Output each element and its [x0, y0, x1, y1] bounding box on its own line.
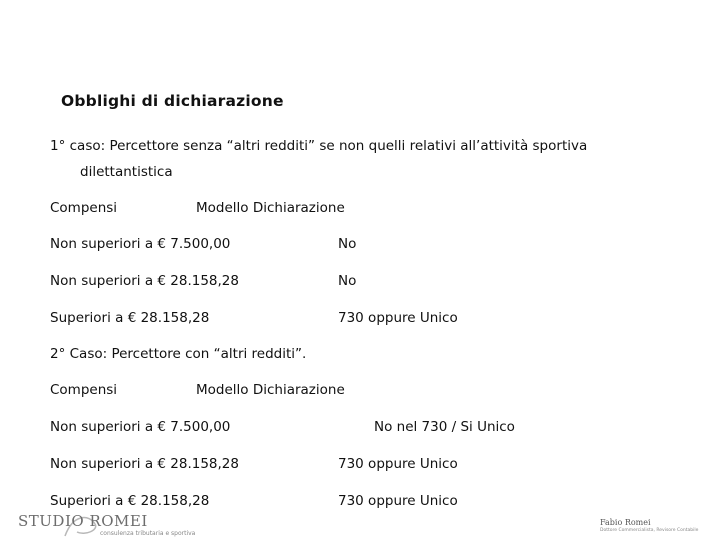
case1-row2-right: No: [338, 273, 357, 289]
case2-row2-left: Non superiori a € 28.158,28: [50, 456, 239, 472]
case1-heading-cont: dilettantistica: [80, 164, 173, 180]
case2-col-compensi: Compensi: [50, 382, 118, 398]
case1-col-modello: Modello Dichiarazione: [196, 200, 345, 216]
case1-heading: 1° caso: Percettore senza “altri redditi” se non quelli relativi all’attività sportiva: [50, 138, 588, 154]
case1-row3-right: 730 oppure Unico: [338, 310, 458, 326]
case2-row1-right: No nel 730 / Si Unico: [374, 419, 515, 435]
case2-heading: 2° Caso: Percettore con “altri redditi”.: [50, 346, 307, 362]
case1-row1-right: No: [338, 236, 357, 252]
case1-col-compensi: Compensi: [50, 200, 118, 216]
case1-row1-left: Non superiori a € 7.500,00: [50, 236, 231, 252]
case1-row3-left: Superiori a € 28.158,28: [50, 310, 210, 326]
studio-logo: STUDIO ROMEI: [18, 512, 148, 530]
author-subtitle: Dottore Commercialista, Revisore Contabile: [600, 528, 699, 533]
page-title: Obblighi di dichiarazione: [61, 92, 284, 110]
case2-col-modello: Modello Dichiarazione: [196, 382, 345, 398]
case2-row1-left: Non superiori a € 7.500,00: [50, 419, 231, 435]
case2-row2-right: 730 oppure Unico: [338, 456, 458, 472]
author-name: Fabio Romei: [600, 518, 651, 527]
studio-tagline: consulenza tributaria e sportiva: [100, 530, 196, 537]
case2-row3-right: 730 oppure Unico: [338, 493, 458, 509]
case2-row3-left: Superiori a € 28.158,28: [50, 493, 210, 509]
case1-row2-left: Non superiori a € 28.158,28: [50, 273, 239, 289]
